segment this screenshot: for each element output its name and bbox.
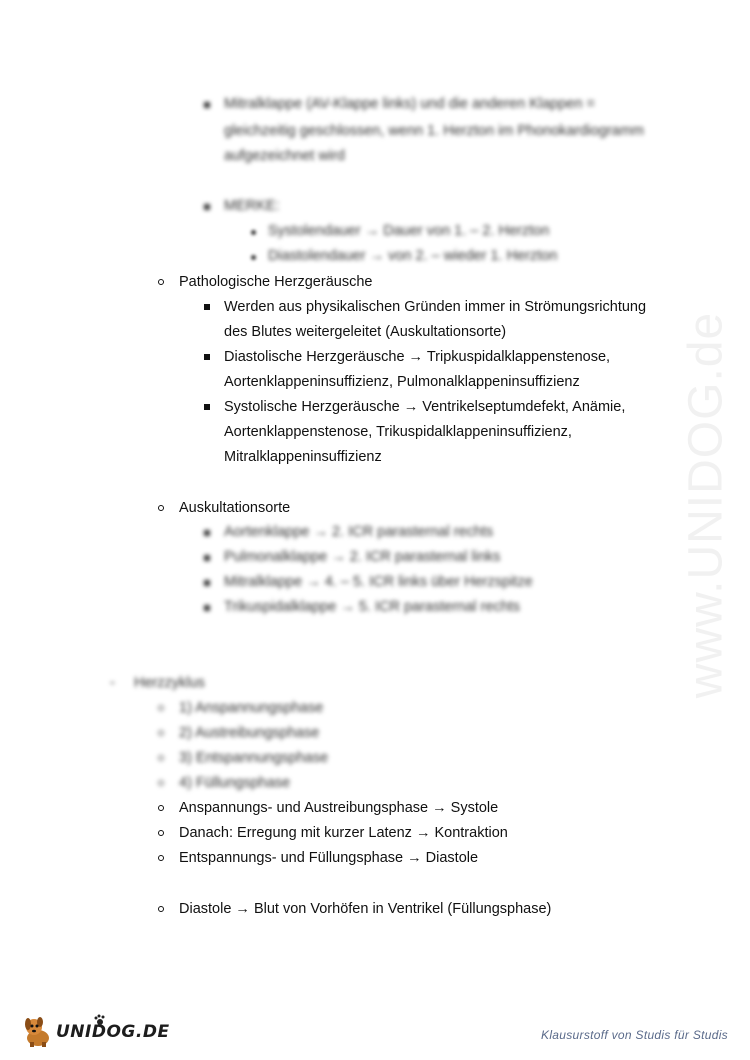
text-line: Mitralklappeninsuffizienz — [224, 449, 382, 465]
text-line: Aortenklappenstenose, Trikuspidalklappeninsuffizienz, — [224, 424, 572, 440]
text-line: Werden aus physikalischen Gründen immer in Strömungsrichtung — [224, 299, 647, 315]
watermark: www.UNIDOG.de — [679, 311, 733, 699]
square-bullet — [204, 530, 210, 536]
merke-label: MERKE: — [224, 198, 280, 214]
merke-item: Systolendauer → Dauer von 1. – 2. Herzton — [268, 223, 550, 239]
dash-bullet: - — [110, 675, 115, 691]
dot-bullet — [251, 230, 256, 235]
square-bullet — [204, 404, 210, 410]
text-line: Danach: Erregung mit kurzer Latenz → Kontraktion — [179, 825, 508, 841]
circle-bullet — [158, 855, 164, 861]
square-bullet — [204, 605, 210, 611]
circle-bullet — [158, 805, 164, 811]
circle-bullet — [158, 906, 164, 912]
phase-item: 3) Entspannungsphase — [179, 750, 329, 766]
circle-bullet — [158, 279, 164, 285]
section-heading: Herzzyklus — [134, 675, 205, 691]
circle-bullet — [158, 730, 164, 736]
text-line: Aortenklappeninsuffizienz, Pulmonalklappeninsuffizienz — [224, 374, 580, 390]
logo-text: UNIDOG.DE — [56, 1022, 170, 1042]
phase-item: 4) Füllungsphase — [179, 775, 291, 791]
circle-bullet — [158, 705, 164, 711]
square-bullet — [204, 102, 210, 108]
section-heading: Auskultationsorte — [179, 500, 291, 516]
circle-bullet — [158, 780, 164, 786]
text-line: Diastolische Herzgeräusche → Tripkuspidalklappenstenose, — [224, 349, 611, 365]
square-bullet — [204, 580, 210, 586]
dot-bullet — [251, 255, 256, 260]
dog-icon — [22, 1014, 58, 1050]
square-bullet — [204, 555, 210, 561]
text-line: Diastole → Blut von Vorhöfen in Ventrikel (Füllungsphase) — [179, 901, 552, 917]
circle-bullet — [158, 505, 164, 511]
text-line: aufgezeichnet wird — [224, 148, 345, 164]
section-heading: Pathologische Herzgeräusche — [179, 274, 373, 290]
circle-bullet — [158, 755, 164, 761]
phase-item: 1) Anspannungsphase — [179, 700, 324, 716]
phase-item: 2) Austreibungsphase — [179, 725, 320, 741]
text-line: Pulmonalklappe → 2. ICR parasternal links — [224, 549, 501, 565]
text-line: Anspannungs- und Austreibungsphase → Systole — [179, 800, 499, 816]
square-bullet — [204, 204, 210, 210]
text-line: des Blutes weitergeleitet (Auskultationsorte) — [224, 324, 507, 340]
text-line: gleichzeitig geschlossen, wenn 1. Herzton im Phonokardiogramm — [224, 123, 644, 139]
square-bullet — [204, 354, 210, 360]
text-line: Mitralklappe (AV-Klappe links) und die anderen Klappen = — [224, 96, 595, 112]
text-line: Aortenklappe → 2. ICR parasternal rechts — [224, 524, 494, 540]
square-bullet — [204, 304, 210, 310]
text-line: Systolische Herzgeräusche → Ventrikelseptumdefekt, Anämie, — [224, 399, 626, 415]
merke-item: Diastolendauer → von 2. – wieder 1. Herzton — [268, 248, 558, 264]
circle-bullet — [158, 830, 164, 836]
text-line: Entspannungs- und Füllungsphase → Diastole — [179, 850, 479, 866]
text-line: Trikuspidalklappe → 5. ICR parasternal rechts — [224, 599, 521, 615]
text-line: Mitralklappe → 4. – 5. ICR links über Herzspitze — [224, 574, 533, 590]
footer-tagline: Klausurstoff von Studis für Studis — [541, 1028, 728, 1042]
unidog-logo — [22, 1014, 170, 1050]
